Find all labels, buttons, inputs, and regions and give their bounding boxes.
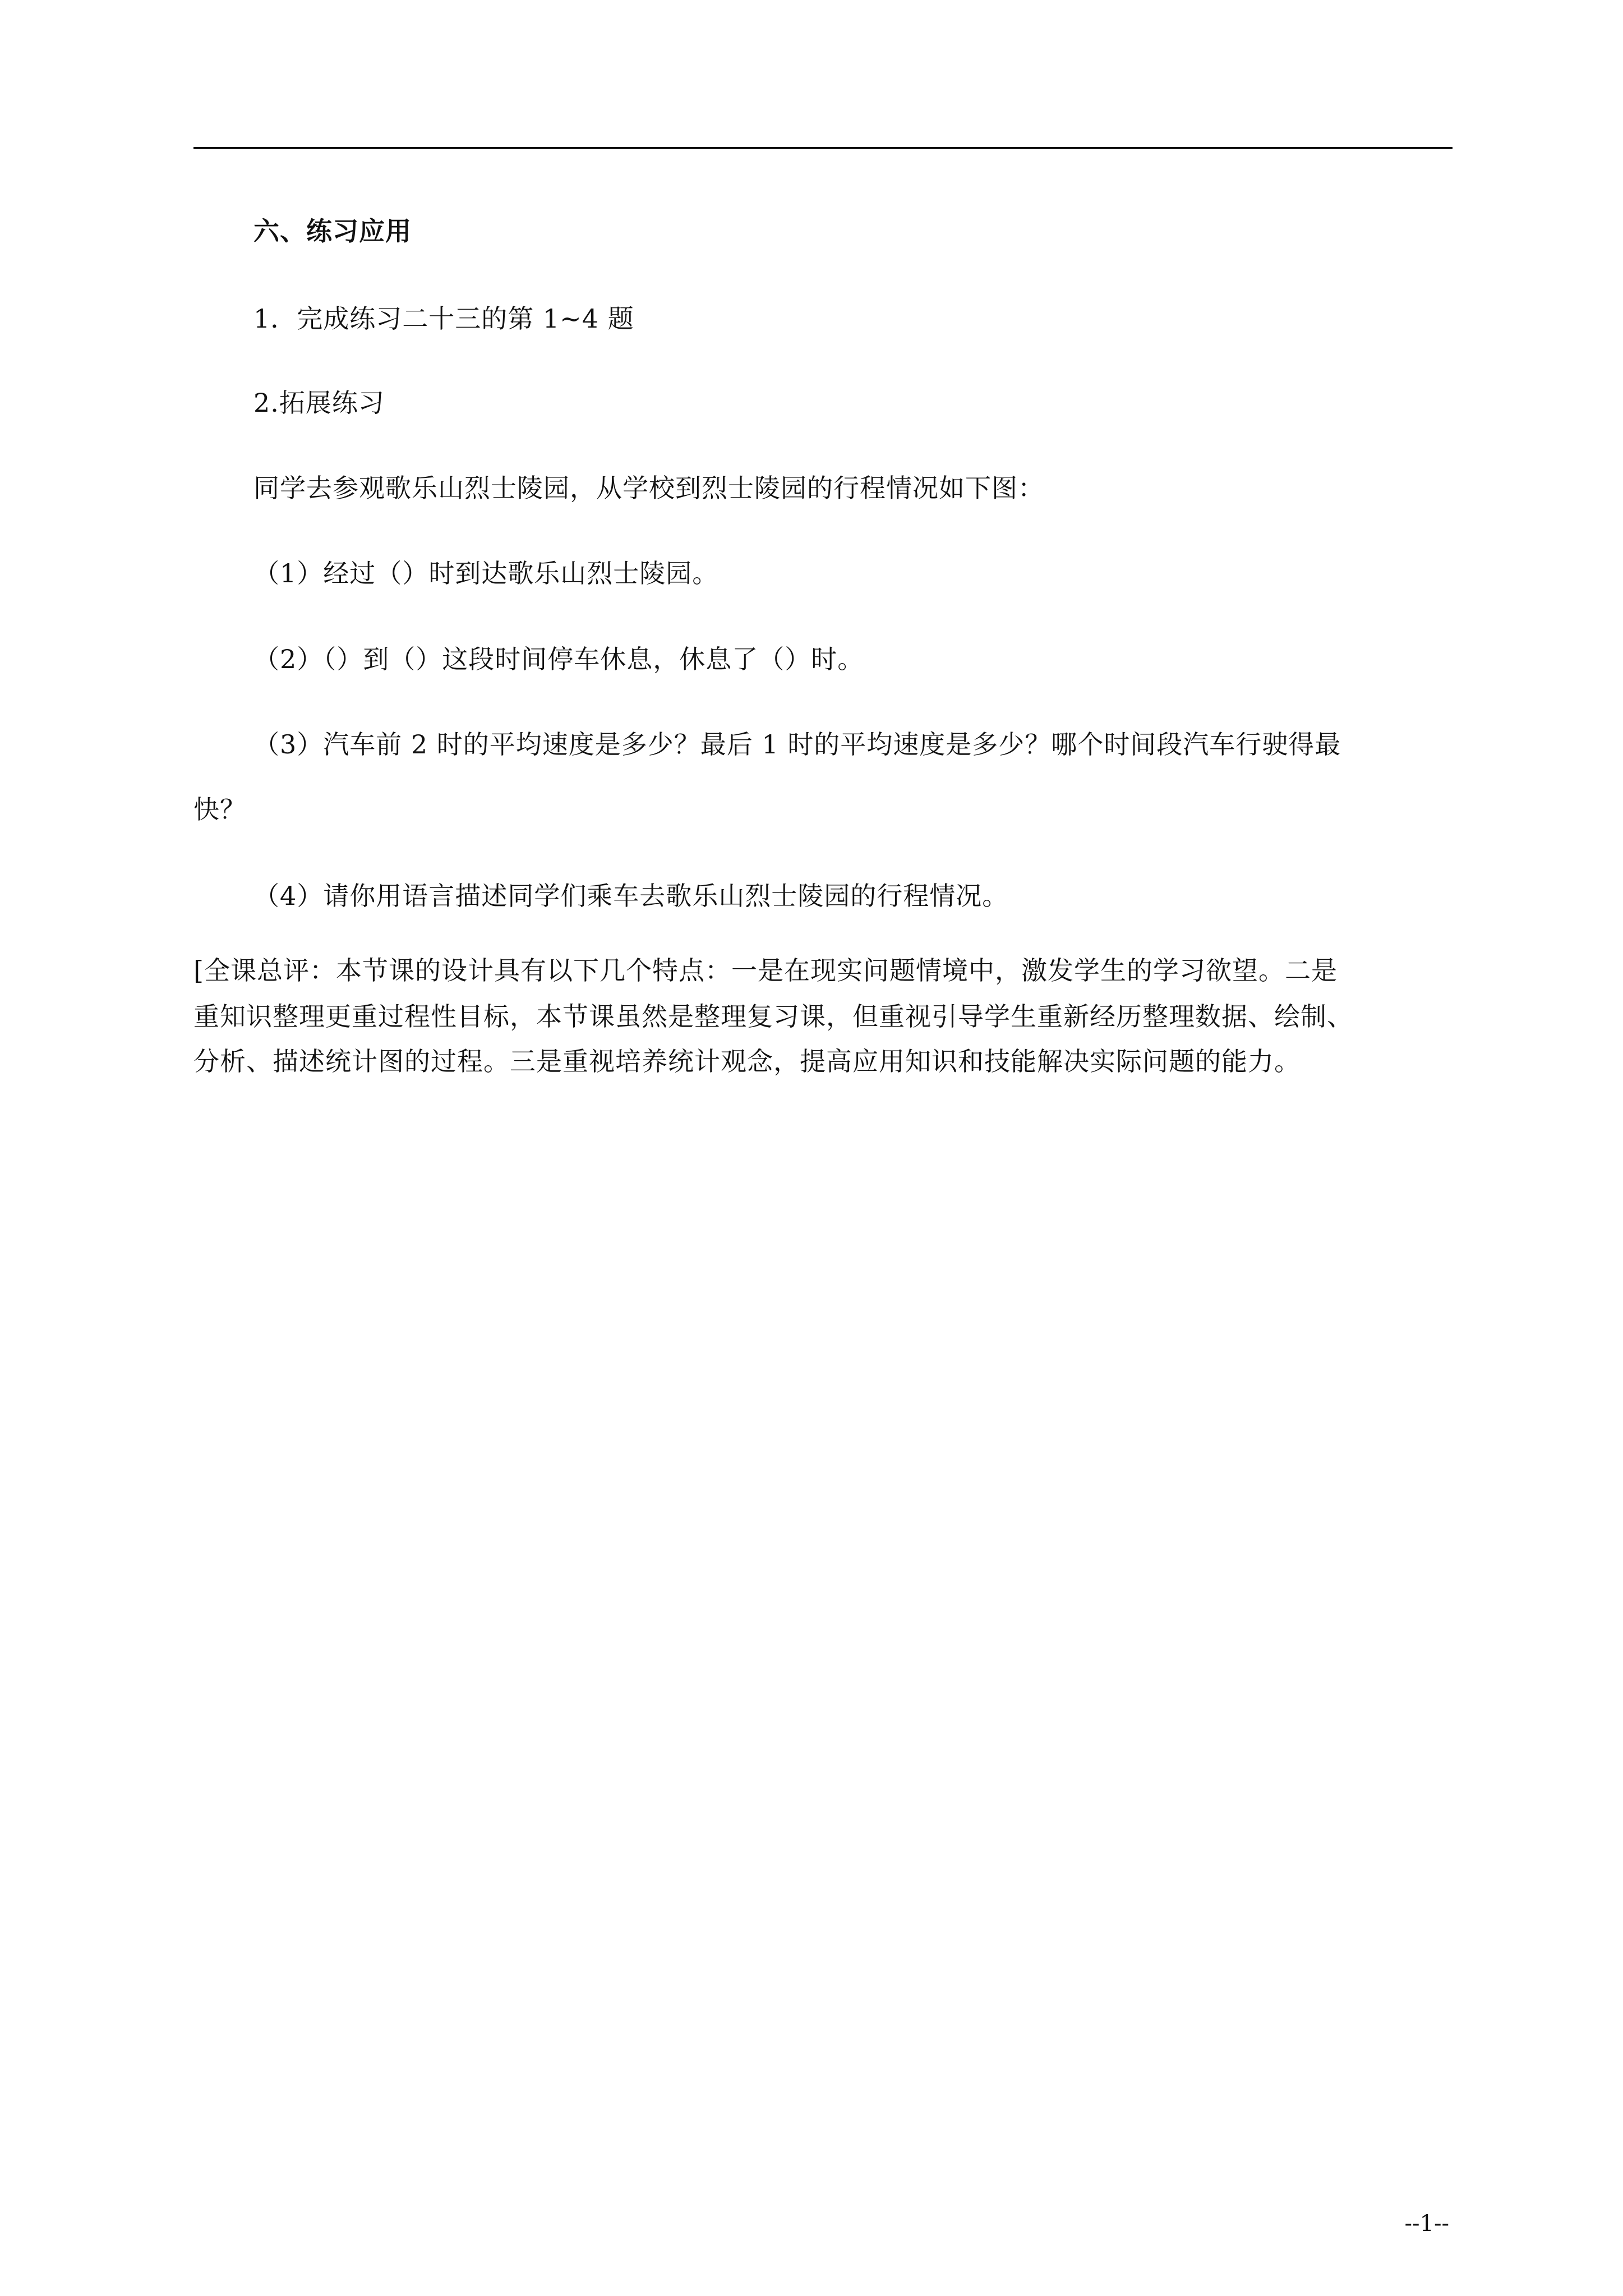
question-1: （1）经过（）时到达歌乐山烈士陵园。 [253,558,719,588]
exercise-item-1: 1．完成练习二十三的第 1~4 题 [253,303,634,334]
summary-line-2: 重知识整理更重过程性目标，本节课虽然是整理复习课，但重视引导学生重新经历整理数据、绘制、 [193,1001,1353,1032]
summary-line-1: [全课总评：本节课的设计具有以下几个特点：一是在现实问题情境中，激发学生的学习欲望。二是 [193,955,1338,986]
header-rule [193,147,1453,149]
summary-line-3: 分析、描述统计图的过程。三是重视培养统计观念，提高应用知识和技能解决实际问题的能力。 [193,1046,1301,1076]
exercise-item-2: 2.拓展练习 [253,388,385,418]
question-3-line-1: （3）汽车前 2 时的平均速度是多少？最后 1 时的平均速度是多少？哪个时间段汽车行驶得最 [253,729,1341,760]
section-title: 六、练习应用 [253,216,412,246]
question-2: （2）（）到（）这段时间停车休息，休息了（）时。 [253,644,864,674]
question-3-line-2: 快？ [193,794,246,825]
page-number: --1-- [1404,2211,1449,2237]
question-4: （4）请你用语言描述同学们乘车去歌乐山烈士陵园的行程情况。 [253,881,1009,911]
exercise-intro: 同学去参观歌乐山烈士陵园，从学校到烈士陵园的行程情况如下图： [253,473,1044,503]
